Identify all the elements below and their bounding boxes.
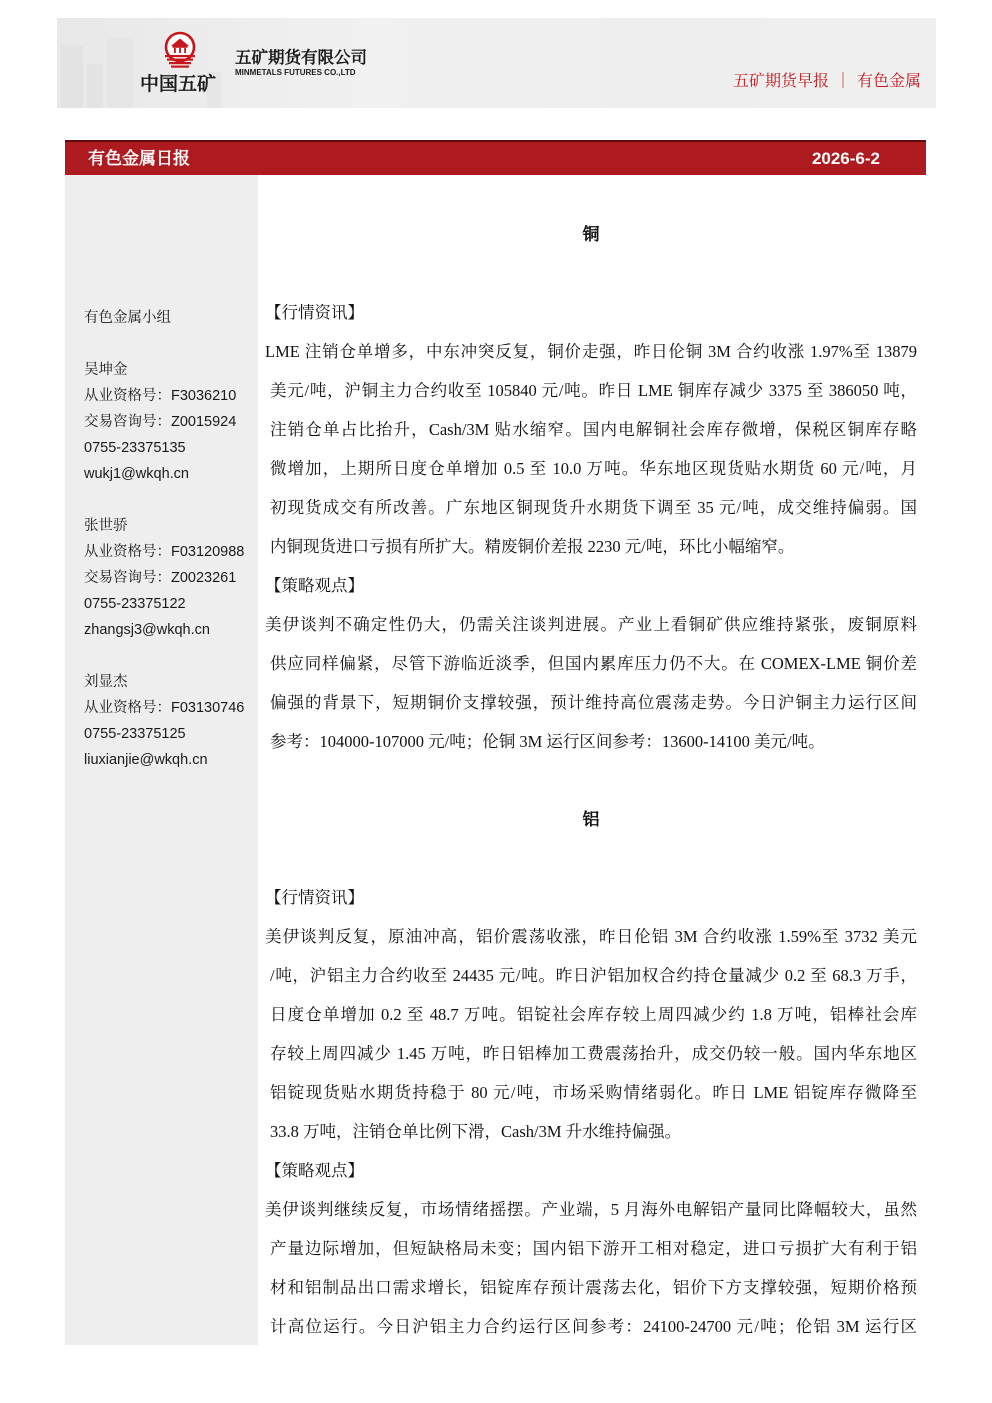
- analyst-phone: 0755-23375122: [84, 596, 186, 612]
- analyst-qualification: 从业资格号：F03130746: [84, 700, 245, 716]
- analyst-phone: 0755-23375135: [84, 440, 186, 456]
- analyst-name: 张世骄: [84, 518, 128, 534]
- text-line: 铝锭现货贴水期货持稳于 80 元/吨，市场采购情绪弱化。昨日 LME 铝锭库存微降至: [270, 1083, 917, 1102]
- section-title: 铝: [582, 810, 600, 829]
- series-separator: ｜: [834, 73, 851, 90]
- main-content: [265, 215, 917, 1346]
- text-line: 微增加，上期所日度仓单增加 0.5 至 10.0 万吨。华东地区现货贴水期货 60 元/吨，月: [270, 459, 917, 478]
- analyst-phone: 0755-23375125: [84, 726, 186, 742]
- analyst-email: wukj1@wkqh.cn: [84, 466, 189, 482]
- logo-text: 中国五矿: [140, 74, 217, 95]
- analyst-qualification: 从业资格号：F03120988: [84, 544, 245, 560]
- company-name-cn: 五矿期货有限公司: [235, 49, 367, 67]
- strategy-block: [265, 566, 917, 761]
- analyst-qualification: 从业资格号：F3036210: [84, 388, 237, 404]
- report-title: 有色金属日报: [88, 149, 190, 168]
- minmetals-emblem-icon: [160, 31, 200, 71]
- analyst-consulting-id: 交易咨询号：Z0023261: [84, 570, 237, 586]
- text-line: 美伊谈判反复，原油冲高，铝价震荡收涨，昨日伦铝 3M 合约收涨 1.59%至 3732 美元: [265, 927, 917, 946]
- text-line: 美元/吨，沪铜主力合约收至 105840 元/吨。昨日 LME 铜库存减少 3375 至 386050 吨，: [270, 381, 917, 400]
- block-heading: 【行情资讯】: [265, 888, 364, 907]
- analyst-name: 刘显杰: [84, 674, 128, 690]
- block-heading: 【策略观点】: [265, 576, 364, 595]
- analyst-email: liuxianjie@wkqh.cn: [84, 752, 208, 768]
- market-info-block: [265, 293, 917, 566]
- header-background-building: [61, 46, 83, 108]
- team-name: 有色金属小组: [84, 310, 171, 326]
- text-line: 供应同样偏紧，尽管下游临近淡季，但国内累库压力仍不大。在 COMEX-LME 铜价差: [270, 654, 917, 673]
- strategy-block: [265, 1151, 917, 1346]
- text-line: LME 注销仓单增多，中东冲突反复，铜价走强，昨日伦铜 3M 合约收涨 1.97%至 13879: [265, 342, 917, 361]
- analyst-email: zhangsj3@wkqh.cn: [84, 622, 210, 638]
- text-line: 注销仓单占比抬升，Cash/3M 贴水缩窄。国内电解铜社会库存微增，保税区铜库存略: [270, 420, 917, 439]
- analyst-card: [84, 357, 254, 487]
- analyst-card: [84, 513, 254, 643]
- section-copper: [265, 215, 917, 761]
- header-background-building: [87, 64, 103, 108]
- text-line: 美伊谈判不确定性仍大，仍需关注谈判进展。产业上看铜矿供应维持紧张，废铜原料: [265, 615, 917, 634]
- market-info-block: [265, 878, 917, 1151]
- text-line: /吨，沪铝主力合约收至 24435 元/吨。昨日沪铝加权合约持仓量减少 0.2 至 68.3 万手，: [270, 966, 917, 985]
- report-series: 五矿期货早报: [732, 73, 829, 90]
- text-line: 初现货成交有所改善。广东地区铜现货升水期货下调至 35 元/吨，成交维持偏弱。国: [270, 498, 917, 517]
- text-line: 偏强的背景下，短期铜价支撑较强，预计维持高位震荡走势。今日沪铜主力运行区间: [270, 693, 917, 712]
- text-line: 美伊谈判继续反复，市场情绪摇摆。产业端，5 月海外电解铝产量同比降幅较大，虽然: [265, 1200, 917, 1219]
- text-line: 计高位运行。今日沪铝主力合约运行区间参考：24100-24700 元/吨；伦铝 3M 运行区: [270, 1317, 917, 1336]
- section-title: 铜: [582, 225, 600, 244]
- section-aluminum: [265, 800, 917, 1346]
- report-banner: [65, 140, 926, 175]
- text-line: 33.8 万吨，注销仓单比例下滑，Cash/3M 升水维持偏强。: [270, 1122, 682, 1141]
- company-name-en: MINMETALS FUTURES CO.,LTD: [235, 68, 356, 77]
- block-heading: 【策略观点】: [265, 1161, 364, 1180]
- text-line: 产量边际增加，但短缺格局未变；国内铝下游开工相对稳定，进口亏损扩大有利于铝: [270, 1239, 917, 1258]
- text-line: 材和铝制品出口需求增长，铝锭库存预计震荡去化，铝价下方支撑较强，短期价格预: [270, 1278, 917, 1297]
- text-line: 存较上周四减少 1.45 万吨，昨日铝棒加工费震荡抬升，成交仍较一般。国内华东地区: [270, 1044, 917, 1063]
- report-series-label: [733, 73, 921, 91]
- analyst-list: [84, 305, 254, 773]
- header-background-building: [107, 38, 133, 108]
- text-line: 日度仓单增加 0.2 至 48.7 万吨。铝锭社会库存较上周四减少约 1.8 万吨，铝棒社会库: [270, 1005, 917, 1024]
- report-category: 有色金属: [856, 73, 921, 90]
- text-line: 参考：104000-107000 元/吨；伦铜 3M 运行区间参考：13600-14100 美元/吨。: [270, 732, 825, 751]
- report-date: 2026-6-2: [811, 149, 880, 168]
- analyst-card: [84, 669, 254, 773]
- analyst-name: 吴坤金: [84, 362, 128, 378]
- analyst-sidebar: [65, 175, 258, 1345]
- analyst-consulting-id: 交易咨询号：Z0015924: [84, 414, 237, 430]
- block-heading: 【行情资讯】: [265, 303, 364, 322]
- text-line: 内铜现货进口亏损有所扩大。精废铜价差报 2230 元/吨，环比小幅缩窄。: [270, 537, 795, 556]
- page-header: [57, 18, 936, 108]
